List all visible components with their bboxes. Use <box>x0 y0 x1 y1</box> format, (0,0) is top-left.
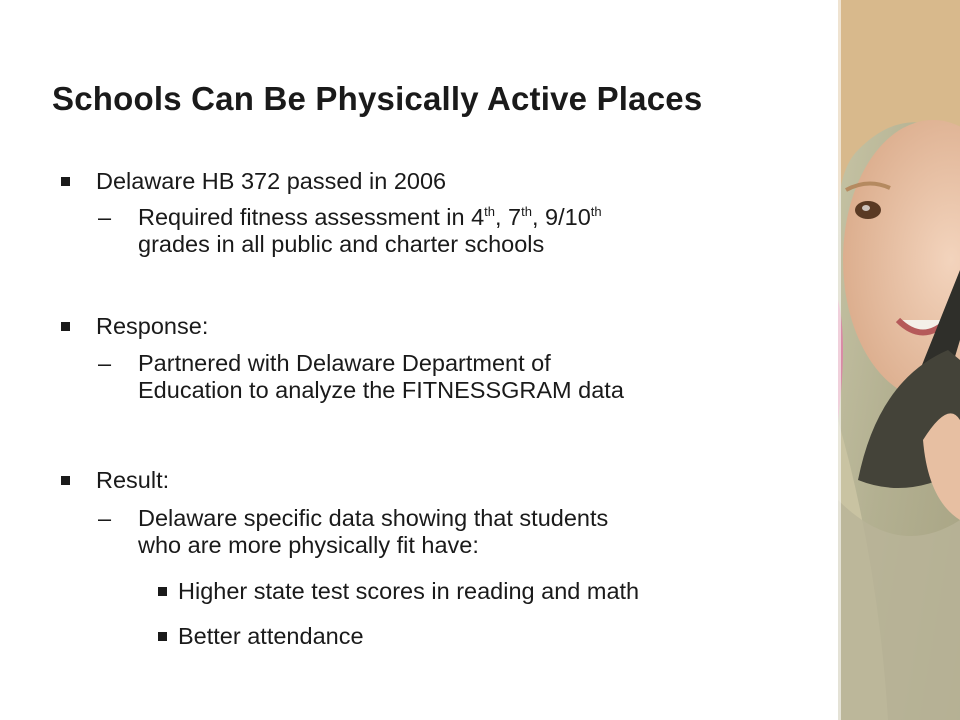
sub-bullet-item <box>98 350 551 377</box>
bullet-text: Delaware HB 372 passed in 2006 <box>96 168 447 194</box>
sub-bullet-item <box>98 204 602 231</box>
nested-bullet-text: Higher state test scores in reading and math <box>178 578 640 604</box>
dash-bullet-icon: – <box>98 505 112 531</box>
sub-bullet-continuation: Education to analyze the FITNESSGRAM data <box>138 377 624 403</box>
nested-bullet-item <box>178 578 639 605</box>
sub-bullet-continuation: grades in all public and charter schools <box>138 231 545 257</box>
square-bullet-icon <box>61 177 70 186</box>
sub-bullet-text: Delaware specific data showing that students <box>138 505 609 531</box>
square-bullet-icon <box>61 322 70 331</box>
superscript: th <box>590 204 602 219</box>
bullet-item <box>96 168 446 195</box>
sub-bullet-continuation: who are more physically fit have: <box>138 532 479 558</box>
sub-bullet-text: , 7 <box>495 204 522 230</box>
child-binoculars-photo <box>838 0 960 720</box>
sub-bullet-text: Partnered with Delaware Department of <box>138 350 551 376</box>
dash-bullet-icon: – <box>98 204 112 230</box>
square-bullet-icon <box>158 632 167 641</box>
dash-bullet-icon: – <box>98 350 112 376</box>
slide-title: Schools Can Be Physically Active Places <box>52 80 703 117</box>
bullet-item <box>96 467 169 494</box>
bullet-text: Response: <box>96 313 209 339</box>
sub-bullet-item <box>98 505 609 532</box>
square-bullet-icon <box>158 587 167 596</box>
nested-bullet-item <box>178 623 364 650</box>
square-bullet-icon <box>61 476 70 485</box>
superscript: th <box>521 204 532 219</box>
bullet-item <box>96 313 208 340</box>
superscript: th <box>484 204 495 219</box>
sub-bullet-text: Required fitness assessment in 4 <box>138 204 485 230</box>
bullet-text: Result: <box>96 467 170 493</box>
nested-bullet-text: Better attendance <box>178 623 364 649</box>
sub-bullet-text: , 9/10 <box>531 204 591 230</box>
